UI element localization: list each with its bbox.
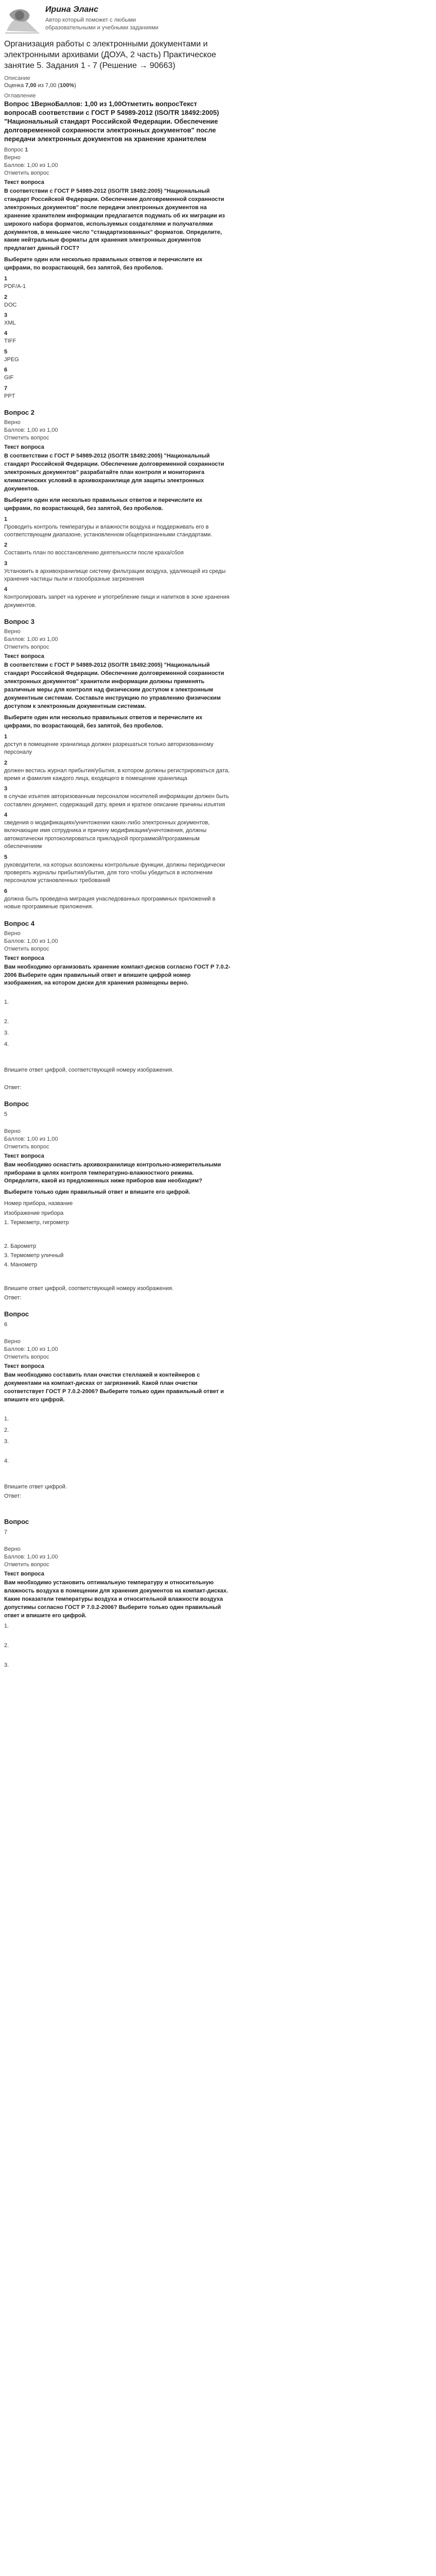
question-status: Верно bbox=[4, 1546, 21, 1552]
question-score: Баллов: 1,00 из 1,00 bbox=[4, 1346, 58, 1352]
option-number: 5 bbox=[4, 348, 8, 355]
question-text: Вам необходимо организовать хранение компакт-дисков согласно ГОСТ Р 7.0.2-2006 Выберите один правильный ответ и впишите цифрой номер изображения, на котором диски для хранения размещены верно. bbox=[4, 963, 231, 987]
option-text: Проводить контроль температуры и влажности воздуха и поддерживать его в соответствующем диапазоне, установленном общепризнанными стандартами. bbox=[4, 523, 213, 538]
list-item: 1. Термометр, гигрометр bbox=[4, 1219, 69, 1226]
option-text: DOC bbox=[4, 301, 17, 308]
question-score: Баллов: 1,00 из 1,00 bbox=[4, 1136, 58, 1142]
question-3-heading: Вопрос 3 bbox=[4, 618, 34, 626]
option-number: 1 bbox=[4, 516, 8, 522]
question-text: Вам необходимо составить план очистки стеллажей и контейнеров с документами на компакт-дисках от загрязнений. Какой план очистки соответствует ГОСТ Р 7.0.2-2006? Выберите только один правильный ответ и впишите его цифрой. bbox=[4, 1371, 224, 1403]
question-text-label: Текст вопроса bbox=[4, 653, 44, 660]
option-number: 7 bbox=[4, 385, 8, 392]
question-4 bbox=[4, 920, 432, 1092]
question-number: 1 bbox=[25, 146, 28, 153]
question-text-label: Текст вопроса bbox=[4, 1363, 44, 1369]
option-number: 6 bbox=[4, 888, 8, 894]
flag-question-link[interactable]: Отметить вопрос bbox=[4, 1143, 49, 1150]
list-item: 4. Манометр bbox=[4, 1262, 38, 1268]
question-instruction: Выберите один или несколько правильных ответов и перечислите их цифрами, по возрастающей, без запятой, без пробелов. bbox=[4, 714, 203, 729]
question-score: Баллов: 1,00 из 1,00 bbox=[4, 427, 58, 433]
list-item: 3. Термометр уличный bbox=[4, 1252, 64, 1259]
list-item: 3. bbox=[4, 1662, 9, 1669]
option-number: 3 bbox=[4, 786, 8, 792]
flag-question-link[interactable]: Отметить вопрос bbox=[4, 945, 49, 952]
question-score: Баллов: 1,00 из 1,00 bbox=[4, 938, 58, 944]
option-text: руководители, на которых возложены контрольные функции, должны периодически проверять журналы прибытия/убытия, для того чтобы убедиться в исполнении персоналом установленных требований bbox=[4, 861, 225, 884]
option-text: Составить план по восстановлению деятельности после краха/сбоя bbox=[4, 550, 184, 556]
question-text-label: Текст вопроса bbox=[4, 1153, 44, 1159]
question-number: 6 bbox=[4, 1321, 8, 1328]
question-text-label: Текст вопроса bbox=[4, 1570, 44, 1577]
author-block bbox=[45, 4, 169, 32]
answer-instruction: Впишите ответ цифрой, соответствующей номеру изображения. bbox=[4, 1067, 173, 1074]
question-text: В соответствии с ГОСТ Р 54989-2012 (ISO/TR 18492:2005) "Национальный стандарт Российской Федерации. Обеспечение долговременной сохранности электронных документов" после передачи электронных документов на хранение хранителем информации предлагается подумать об их миграции из широкого набора форматов, используемых создателями и получателями документов, в меньшее число "стандартизованных" форматов. Определите, какие нейтральные форматы для хранения электронных документов предлагает данный ГОСТ? bbox=[4, 188, 225, 252]
table-of-contents-label: Оглавление bbox=[4, 93, 36, 99]
option-text: в случае изъятия авторизованным персоналом носителей информации должен быть составлен документ, содержащий дату, время и краткое описание причины изъятия bbox=[4, 793, 229, 808]
description-label: Описание bbox=[4, 75, 30, 82]
option-text: PPT bbox=[4, 393, 15, 399]
flag-question-link[interactable]: Отметить вопрос bbox=[4, 1561, 49, 1568]
list-item: 4. bbox=[4, 1041, 9, 1048]
option-text: должна быть проведена миграция унаследованных программных приложений в новые программные приложения. bbox=[4, 895, 216, 910]
option-number: 2 bbox=[4, 294, 8, 300]
flag-question-link[interactable]: Отметить вопрос bbox=[4, 644, 49, 651]
flag-question-link[interactable]: Отметить вопрос bbox=[4, 434, 49, 441]
question-status: Верно bbox=[4, 1128, 21, 1134]
option-number: 5 bbox=[4, 854, 8, 860]
flag-question-link[interactable]: Отметить вопрос bbox=[4, 1353, 49, 1360]
option-number: 2 bbox=[4, 759, 8, 766]
question-2 bbox=[4, 409, 432, 609]
author-header bbox=[4, 4, 432, 35]
option-number: 3 bbox=[4, 312, 8, 318]
author-name[interactable]: Ирина Эланс bbox=[45, 5, 98, 14]
answer-instruction: Впишите ответ цифрой. bbox=[4, 1483, 67, 1490]
list-item: 2. bbox=[4, 1019, 9, 1025]
option-text: сведения о модификациях/уничтожении каких-либо электронных документов, включающие имя сотрудника и причину модификации/уничтожения, должны автоматически протоколироваться прикладной программой/программным обеспечением bbox=[4, 820, 210, 850]
list-item: 1. bbox=[4, 1623, 9, 1630]
rating-of: из 7,00 ( bbox=[38, 82, 60, 89]
question-status: Верно bbox=[4, 1338, 21, 1345]
question-text: Вам необходимо оснастить архивохранилище контрольно-измерительными приборами в целях контроля температурно-влажностного режима. Определите, какой из предложенных ниже приборов вам необходим? bbox=[4, 1161, 221, 1184]
option-text: Установить в архивохранилище систему фильтрации воздуха, удаляющей из среды хранения частицы пыли и газообразные загрязнения bbox=[4, 568, 226, 583]
option-number: 4 bbox=[4, 330, 8, 337]
list-item: 1. bbox=[4, 999, 9, 1006]
document-title: Организация работы с электронными документами и электронными архивами (ДОУА, 2 часть) Практическое занятие 5. Задания 1 - 7 (Решение → 90663) bbox=[4, 40, 216, 70]
option-text: XML bbox=[4, 320, 16, 326]
rating-line bbox=[4, 82, 432, 89]
option-number: 4 bbox=[4, 586, 8, 593]
question-4-heading: Вопрос 4 bbox=[4, 919, 34, 927]
question-1 bbox=[4, 100, 432, 400]
question-text: Вам необходимо установить оптимальную температуру и относительную влажность воздуха в помещении для хранения документов на компакт-дисках. Какие показатели температуры воздуха и относительной влажности воздуха допустимы согласно ГОСТ Р 7.0.2-2006? Выберите только один правильный ответ и впишите его цифрой. bbox=[4, 1579, 229, 1619]
option-number: 6 bbox=[4, 367, 8, 374]
question-5 bbox=[4, 1100, 432, 1302]
question-number: 7 bbox=[4, 1529, 8, 1536]
question-text-label: Текст вопроса bbox=[4, 955, 44, 961]
rating-percent: 100% bbox=[60, 82, 75, 89]
list-item: 1. bbox=[4, 1415, 9, 1422]
answer-label: Ответ: bbox=[4, 1295, 22, 1301]
list-item: 3. bbox=[4, 1438, 9, 1445]
rating-prefix: Оценка bbox=[4, 82, 24, 89]
author-description: Автор который поможет с любыми образовательными и учебными заданиями bbox=[45, 17, 159, 31]
option-text: JPEG bbox=[4, 356, 19, 363]
question-instruction: Выберите один или несколько правильных ответов и перечислите их цифрами, по возрастающей, без запятой, без пробелов. bbox=[4, 497, 203, 512]
list-item: 2. Барометр bbox=[4, 1243, 37, 1249]
question-1-heading: Вопрос 1ВерноБаллов: 1,00 из 1,00Отметить вопросТекст вопросаВ соответствии с ГОСТ Р 54989-2012 (ISO/TR 18492:2005) "Национальный стандарт Российской Федерации. Обеспечение долговременной сохранности электронных документов" после передачи электронных документов на хранение хранителем bbox=[4, 100, 219, 143]
list-item: 2. bbox=[4, 1427, 9, 1433]
list-item: 4. bbox=[4, 1458, 9, 1464]
question-score: Баллов: 1,00 из 1,00 bbox=[4, 1553, 58, 1560]
option-number: 1 bbox=[4, 733, 8, 740]
question-3 bbox=[4, 618, 432, 911]
option-text: PDF/A-1 bbox=[4, 283, 26, 290]
question-6 bbox=[4, 1310, 432, 1500]
question-score: Баллов: 1,00 из 1,00 bbox=[4, 162, 58, 168]
answer-label: Ответ: bbox=[4, 1084, 22, 1091]
option-text: Контролировать запрет на курение и употребление пищи и напитков в зоне хранения документов. bbox=[4, 594, 230, 608]
list-item: 2. bbox=[4, 1642, 9, 1649]
rating-close: ) bbox=[74, 82, 76, 89]
question-instruction: Выберите один или несколько правильных ответов и перечислите их цифрами, по возрастающей, без запятой, без пробелов. bbox=[4, 257, 203, 272]
question-5-heading: Вопрос bbox=[4, 1100, 29, 1108]
question-score: Баллов: 1,00 из 1,00 bbox=[4, 636, 58, 643]
list-item: 3. bbox=[4, 1030, 9, 1037]
option-text: должен вестись журнал прибытия/убытия, в котором должны регистрироваться дата, время и фамилия каждого лица, входящего в помещение хранилища bbox=[4, 767, 230, 782]
device-column-label: Номер прибора, название bbox=[4, 1200, 73, 1207]
question-label: Вопрос bbox=[4, 146, 24, 153]
option-number: 1 bbox=[4, 276, 8, 282]
flag-question-link[interactable]: Отметить вопрос bbox=[4, 170, 49, 176]
question-text: В соответствии с ГОСТ Р 54989-2012 (ISO/TR 18492:2005) "Национальный стандарт Российской Федерации. Обеспечение долговременной сохранности электронных документов" хранители информации должны применять различные меры для контроля над физическим доступом к электронным документным системам. Составьте инструкцию по управлению физическим доступом к электронным документным системам. bbox=[4, 662, 224, 709]
question-2-heading: Вопрос 2 bbox=[4, 408, 34, 416]
question-number: 5 bbox=[4, 1111, 8, 1118]
answer-instruction: Впишите ответ цифрой, соответствующей номеру изображения. bbox=[4, 1285, 173, 1292]
question-status: Верно bbox=[4, 154, 21, 161]
option-number: 4 bbox=[4, 812, 8, 819]
option-text: доступ в помещение хранилища должен разрешаться только авторизованному персоналу bbox=[4, 741, 214, 756]
question-6-heading: Вопрос bbox=[4, 1310, 29, 1318]
option-text: TIFF bbox=[4, 338, 16, 345]
option-text: GIF bbox=[4, 375, 14, 381]
question-text-label: Текст вопроса bbox=[4, 444, 44, 450]
avatar-image bbox=[4, 4, 40, 35]
question-text: В соответствии с ГОСТ Р 54989-2012 (ISO/TR 18492:2005) "Национальный стандарт Российской Федерации. Обеспечение долговременной сохранности электронных документов" разрабатайте план контроля и мониторинга климатических условий в архивохранилище для защиты электронных документов. bbox=[4, 452, 224, 492]
rating-value: 7,00 bbox=[25, 82, 37, 89]
option-number: 2 bbox=[4, 542, 8, 549]
option-number: 3 bbox=[4, 560, 8, 567]
question-status: Верно bbox=[4, 419, 21, 426]
question-status: Верно bbox=[4, 930, 21, 937]
question-1-number bbox=[4, 147, 432, 153]
question-status: Верно bbox=[4, 629, 21, 635]
question-text-label: Текст вопроса bbox=[4, 179, 44, 185]
answer-label: Ответ: bbox=[4, 1493, 22, 1499]
question-instruction: Выберите только один правильный ответ и впишите его цифрой. bbox=[4, 1189, 190, 1196]
question-7-heading: Вопрос bbox=[4, 1518, 29, 1526]
question-7 bbox=[4, 1503, 432, 1668]
device-image-label: Изображение прибора bbox=[4, 1210, 64, 1216]
